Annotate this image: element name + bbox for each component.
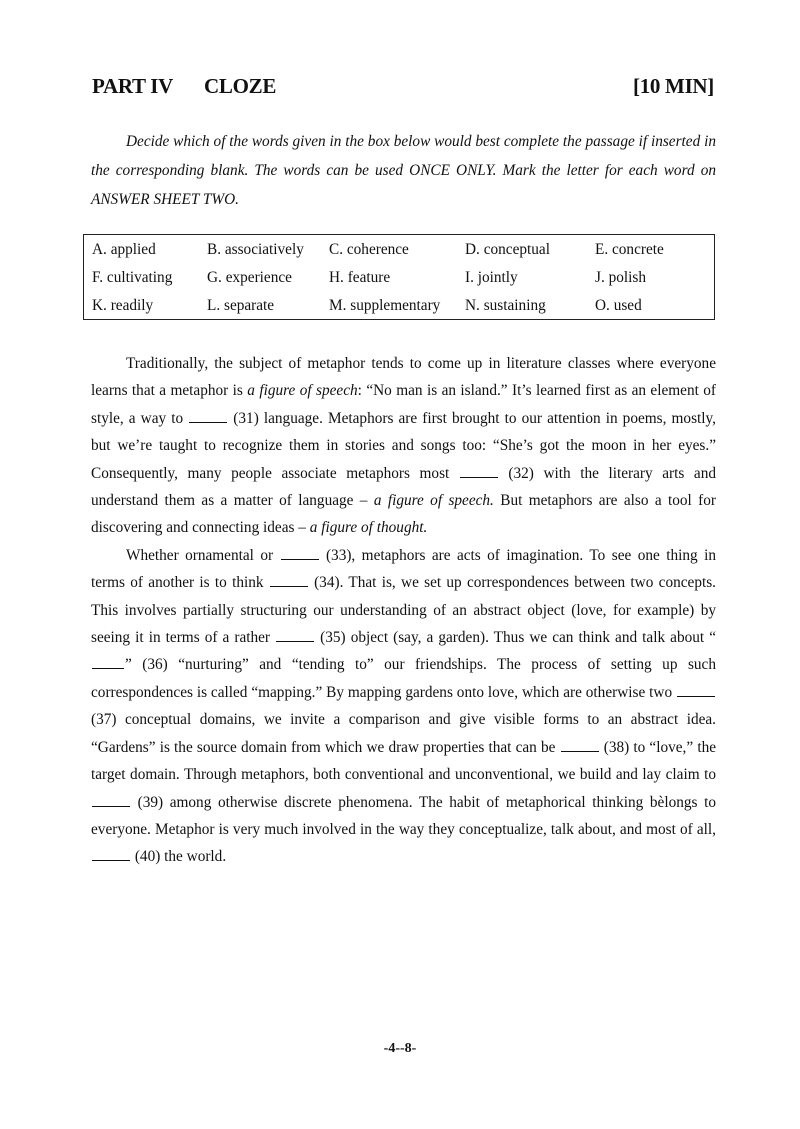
passage-paragraph-1	[91, 350, 716, 542]
passage-text: (35) object (say, a garden). Thus we can think and talk about “	[315, 629, 717, 647]
instructions: Decide which of the words given in the box below would best complete the passage if inserted in the corresponding blank. The words can be used ONCE ONLY. Mark the letter for each word on ANSWER SHEET TWO.	[91, 133, 716, 208]
word-bank-item: E. concrete	[595, 241, 664, 258]
blank-33	[281, 547, 319, 560]
passage-text: (40) the world.	[131, 848, 227, 866]
time-limit: [10 MIN]	[633, 74, 714, 98]
word-bank-item: G. experience	[207, 269, 292, 286]
passage-text: Whether ornamental or	[126, 546, 280, 564]
blank-35	[276, 629, 314, 642]
word-bank-item: B. associatively	[207, 241, 304, 258]
passage-text: (32) with the literary arts and understand them as a matter of language –	[91, 464, 716, 510]
word-bank-item: F. cultivating	[92, 269, 173, 286]
section-header	[92, 74, 714, 104]
blank-36	[92, 656, 124, 669]
part-label: PART IV	[92, 74, 173, 98]
word-bank-item: K. readily	[92, 297, 154, 314]
word-bank-item: C. coherence	[329, 241, 409, 258]
blank-34	[270, 574, 308, 587]
passage-text: (34). That is, we set up correspondences between two concepts. This involves partially structuring our understanding of an abstract object (love, for example) by seeing it in terms of a rather	[91, 574, 716, 647]
blank-32	[460, 465, 498, 478]
word-bank-item: O. used	[595, 297, 642, 314]
word-bank-item: D. conceptual	[465, 241, 550, 258]
word-bank-item: L. separate	[207, 297, 275, 314]
word-bank-item: N. sustaining	[465, 297, 546, 314]
section-title: CLOZE	[204, 74, 277, 98]
blank-40	[92, 848, 130, 861]
passage-text: (38) to “love,” the target domain. Through metaphors, both conventional and unconventional, we build and lay claim to	[91, 738, 717, 784]
passage-emphasis: a figure of speech.	[373, 492, 494, 510]
passage-text: : “No man is an island.” It’s learned first as an element of style, a way to	[91, 382, 716, 427]
word-bank-box	[83, 234, 715, 320]
page-number: -4--8-	[383, 1041, 417, 1056]
passage-emphasis: a figure of thought.	[309, 519, 428, 537]
word-bank-item: J. polish	[595, 269, 646, 286]
passage-text: (33), metaphors are acts of imagination. To see one thing in terms of another is to think	[91, 546, 716, 592]
passage-text: (37) conceptual domains, we invite a comparison and give visible forms to an abstract idea. “Gardens” is the source domain from which we draw properties that can be	[91, 711, 716, 756]
passage-text: ” (36) “nurturing” and “tending to” our friendships. The process of setting up such correspondences is called “mapping.” By mapping gardens onto love, which are otherwise two	[91, 656, 716, 701]
passage-paragraph-2	[91, 542, 716, 871]
word-bank-item: M. supplementary	[329, 297, 441, 314]
passage-text: (31) language. Metaphors are first brought to our attention in poems, mostly, but we’re taught to recognize them in stories and songs too: “She’s got the moon in her eyes.” Consequently, many people associate metaphors most	[91, 409, 716, 482]
word-bank-item: H. feature	[329, 269, 391, 286]
word-bank-item: A. applied	[92, 241, 156, 258]
word-bank-item: I. jointly	[465, 269, 518, 286]
blank-38	[561, 739, 599, 752]
passage-text: But metaphors are also a tool for discovering and connecting ideas –	[91, 492, 716, 537]
cloze-passage	[91, 350, 716, 871]
blank-31	[189, 410, 227, 423]
passage-text: Traditionally, the subject of metaphor tends to come up in literature classes where everyone learns that a metaphor is	[91, 355, 716, 400]
blank-39	[92, 794, 130, 807]
blank-37	[677, 684, 715, 697]
passage-text: (39) among otherwise discrete phenomena. The habit of metaphorical thinking bèlongs to everyone. Metaphor is very much involved in the way they conceptualize, talk about, and most of all,	[91, 793, 716, 838]
passage-emphasis: a figure of speech	[247, 382, 358, 400]
